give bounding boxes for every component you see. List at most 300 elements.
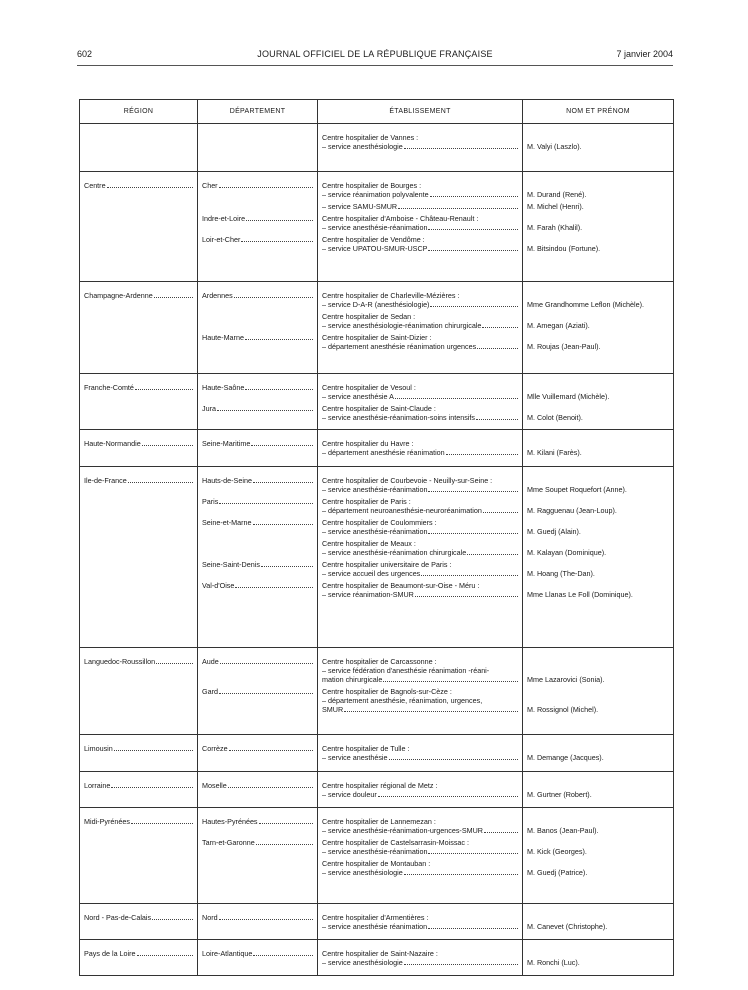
service-line [322,142,518,151]
appointee-name: M. Kick (Georges). [527,847,587,856]
region-cell [80,648,198,735]
department-entry [202,581,313,599]
establishment-entry [322,539,518,557]
table-body [80,124,674,976]
appointee-name: M. Rossignol (Michel). [527,705,599,714]
table-row [80,282,674,374]
department-text: Cher [202,181,218,190]
region-cell [80,808,198,904]
region-label [84,913,193,922]
table-row [80,808,674,904]
appointee-name: M. Durand (René). [527,190,587,199]
establishment-entry [322,518,518,536]
region-text: Ile-de-France [84,476,127,485]
appointee-entry [527,781,669,799]
department-label [202,333,313,342]
department-entry [202,235,313,253]
establishment-text: Centre hospitalier d'Armentières : [322,913,429,922]
establishment-text: – service anesthésie-réanimation [322,223,428,232]
establishment-text: Centre hospitalier de Vannes : [322,133,419,142]
appointee-entry [527,181,669,199]
service-line [322,868,518,877]
establishment-text: – service réanimation polyvalente [322,190,429,199]
region-cell [80,282,198,374]
appointee-name: M. Hoang (The-Dan). [527,569,595,578]
department-entry [202,214,313,232]
establishment-line [322,859,518,868]
name-cell [523,735,674,772]
establishment-entry [322,181,518,199]
department-label [202,181,313,190]
service-line [322,675,518,684]
establishment-cell [318,124,523,172]
appointee-name: Mme Lazarovici (Sonia). [527,675,605,684]
service-line [322,342,518,351]
service-line [322,847,518,856]
region-label [84,291,193,300]
appointee-name: M. Ronchi (Luc). [527,958,580,967]
table-row [80,648,674,735]
establishment-entry [322,781,518,799]
establishment-entry [322,202,518,211]
department-label [202,497,313,506]
department-cell [198,374,318,430]
region-text: Lorraine [84,781,111,790]
department-cell [198,735,318,772]
establishment-line [322,581,518,590]
service-line [322,590,518,599]
appointee-name: M. Guedj (Alain). [527,527,581,536]
appointee-entry [527,291,669,309]
establishment-text: Centre hospitalier de Lannemezan : [322,817,436,826]
establishment-text: – service douleur [322,790,377,799]
department-cell [198,808,318,904]
establishment-entry [322,838,518,856]
establishment-line [322,404,518,413]
department-text: Haute-Marne [202,333,244,342]
name-cell [523,904,674,940]
establishment-cell [318,467,523,648]
department-text: Nord [202,913,218,922]
table-row [80,467,674,648]
service-line [322,413,518,422]
establishment-text: – service anesthésiologie-réanimation chirurgicale [322,321,482,330]
region-text: Centre [84,181,106,190]
region-text: Franche-Comté [84,383,134,392]
department-entry [202,383,313,401]
appointee-name: M. Amegan (Aziati). [527,321,590,330]
establishment-cell [318,772,523,808]
region-text: Midi-Pyrénées [84,817,130,826]
establishment-entry [322,404,518,422]
establishment-line [322,744,518,753]
service-line [322,223,518,232]
running-header [77,49,673,63]
appointee-entry [527,859,669,877]
appointee-entry [527,404,669,422]
region-label [84,657,193,666]
department-entry [202,859,313,877]
establishment-text: – service accueil des urgences [322,569,421,578]
department-text: Tarn-et-Garonne [202,838,255,847]
region-cell [80,772,198,808]
establishment-text: Centre hospitalier de Bagnols-sur-Cèze : [322,687,452,696]
establishment-line [322,949,518,958]
service-line [322,753,518,762]
establishment-line [322,291,518,300]
establishment-entry [322,235,518,253]
appointee-name: M. Banos (Jean-Paul). [527,826,599,835]
establishment-text: Centre hospitalier de Saint-Nazaire : [322,949,438,958]
service-line [322,826,518,835]
department-text: Seine-Maritime [202,439,251,448]
establishment-cell [318,430,523,467]
department-label [202,687,313,696]
department-text: Ardennes [202,291,233,300]
service-line [322,321,518,330]
establishment-cell [318,374,523,430]
establishment-text: Centre hospitalier de Vesoul : [322,383,416,392]
department-entry [202,560,313,578]
establishment-line [322,666,518,675]
department-text: Paris [202,497,219,506]
region-label [84,383,193,392]
appointee-entry [527,518,669,536]
department-text: Indre-et-Loire [202,214,246,223]
establishment-line [322,657,518,666]
region-label [84,181,193,190]
establishment-line [322,687,518,696]
service-line [322,527,518,536]
establishment-text: Centre hospitalier de Paris : [322,497,411,506]
department-label [202,657,313,666]
department-entry [202,744,313,762]
appointee-name: M. Canevet (Christophe). [527,922,608,931]
establishment-text: Centre hospitalier de Coulommiers : [322,518,437,527]
appointee-entry [527,202,669,211]
department-entry [202,133,313,151]
journal-title: JOURNAL OFFICIEL DE LA RÉPUBLIQUE FRANÇAISE [257,49,493,59]
establishment-text: – service fédération d'anesthésie réanimation -réani- [322,666,490,675]
department-entry [202,439,313,457]
name-cell [523,282,674,374]
appointee-name: M. Guedj (Patrice). [527,868,588,877]
department-label [202,439,313,448]
appointee-name: M. Kalayan (Dominique). [527,548,607,557]
appointee-entry [527,687,669,714]
department-label [202,781,313,790]
page-number: 602 [77,49,93,59]
appointee-name: M. Michel (Henri). [527,202,584,211]
appointee-name: M. Colot (Benoit). [527,413,583,422]
appointee-entry [527,312,669,330]
establishment-line [322,181,518,190]
establishment-text: – service anesthésie-réanimation-urgences-SMUR [322,826,483,835]
appointee-entry [527,744,669,762]
header-rule [77,65,673,66]
establishment-line [322,518,518,527]
service-line [322,190,518,199]
table-row [80,430,674,467]
establishment-text: Centre hospitalier de Saint-Claude : [322,404,436,413]
region-cell [80,172,198,282]
department-text: Gard [202,687,218,696]
establishment-entry [322,817,518,835]
establishment-text: Centre hospitalier de Beaumont-sur-Oise - Méru : [322,581,480,590]
appointee-name: M. Ragguenau (Jean-Loup). [527,506,617,515]
department-entry [202,476,313,494]
establishment-entry [322,560,518,578]
department-text: Seine-et-Marne [202,518,252,527]
department-label [202,383,313,392]
department-text: Moselle [202,781,227,790]
establishment-text: – département anesthésie, réanimation, urgences, [322,696,483,705]
appointee-entry [527,560,669,578]
establishment-entry [322,312,518,330]
appointee-entry [527,383,669,401]
region-text: Nord - Pas-de-Calais [84,913,152,922]
department-label [202,817,313,826]
department-label [202,291,313,300]
department-cell [198,904,318,940]
establishment-line [322,383,518,392]
appointee-name: M. Kilani (Farès). [527,448,582,457]
appointee-entry [527,838,669,856]
establishment-text: – service réanimation-SMUR [322,590,414,599]
region-cell [80,904,198,940]
department-entry [202,181,313,199]
appointee-entry [527,235,669,253]
establishment-text: Centre hospitalier de Carcassonne : [322,657,437,666]
appointee-name: M. Demange (Jacques). [527,753,604,762]
establishment-text: – service UPATOU-SMUR-USCP [322,244,428,253]
establishment-line [322,913,518,922]
region-label [84,476,193,485]
name-cell [523,467,674,648]
establishment-entry [322,497,518,515]
department-label [202,581,313,590]
establishment-text: Centre hospitalier de Montauban : [322,859,431,868]
department-text: Seine-Saint-Denis [202,560,260,569]
department-cell [198,467,318,648]
department-label [202,838,313,847]
department-entry [202,657,313,684]
establishment-text: – service anesthésie A [322,392,394,401]
appointee-entry [527,333,669,351]
establishment-text: – département neuroanesthésie-neuroréanimation [322,506,482,515]
service-line [322,705,518,714]
department-label [202,518,313,527]
establishment-text: Centre hospitalier d'Amboise - Château-Renault : [322,214,479,223]
department-entry [202,539,313,557]
department-label [202,744,313,753]
table-row [80,735,674,772]
establishment-line [322,497,518,506]
department-label [202,404,313,413]
department-entry [202,949,313,967]
establishment-text: Centre hospitalier de Courbevoie - Neuilly-sur-Seine : [322,476,493,485]
establishment-text: – service anesthésie-réanimation chirurgicale [322,548,467,557]
establishment-entry [322,133,518,151]
department-label [202,560,313,569]
establishment-cell [318,648,523,735]
region-label [84,744,193,753]
publication-date: 7 janvier 2004 [616,49,673,59]
establishment-text: – service anesthésie [322,753,388,762]
table-row [80,374,674,430]
appointee-name: M. Valyi (Laszlo). [527,142,582,151]
establishment-entry [322,657,518,684]
establishment-text: Centre hospitalier de Sedan : [322,312,416,321]
region-text: Languedoc-Roussillon [84,657,156,666]
appointee-name: Mme Grandhomme Leflon (Michèle). [527,300,645,309]
establishment-entry [322,949,518,967]
department-cell [198,124,318,172]
establishment-text: – service anesthésiologie [322,142,403,151]
establishment-entry [322,476,518,494]
table-row [80,124,674,172]
department-entry [202,913,313,931]
establishment-text: Centre hospitalier du Havre : [322,439,414,448]
establishment-cell [318,282,523,374]
establishment-text: Centre hospitalier de Meaux : [322,539,416,548]
establishment-line [322,838,518,847]
establishment-line [322,781,518,790]
service-line [322,202,518,211]
establishment-text: Centre hospitalier de Tulle : [322,744,410,753]
department-entry [202,687,313,714]
department-entry [202,202,313,211]
region-label [84,439,193,448]
establishment-cell [318,940,523,976]
establishment-text: – service D-A-R (anesthésiologie) [322,300,430,309]
establishment-text: mation chirurgicale [322,675,383,684]
establishment-text: Centre hospitalier de Saint-Dizier : [322,333,432,342]
establishment-cell [318,735,523,772]
name-cell [523,772,674,808]
appointee-name: M. Farah (Khalil). [527,223,583,232]
establishment-text: Centre hospitalier régional de Metz : [322,781,438,790]
appointee-entry [527,657,669,684]
establishment-entry [322,333,518,351]
service-line [322,506,518,515]
establishment-entry [322,291,518,309]
establishment-line [322,539,518,548]
establishment-text: – service anesthésie-réanimation [322,527,428,536]
establishment-line [322,333,518,342]
department-entry [202,333,313,351]
region-label [84,949,193,958]
establishment-text: – service anesthésiologie [322,868,403,877]
establishment-line [322,214,518,223]
appointee-entry [527,817,669,835]
appointee-entry [527,949,669,967]
department-cell [198,648,318,735]
appointee-entry [527,476,669,494]
establishment-text: – service anesthésiologie [322,958,403,967]
appointee-name: M. Bitsindou (Fortune). [527,244,601,253]
department-cell [198,772,318,808]
region-text: Pays de la Loire [84,949,136,958]
appointee-name: Mme Llanas Le Foll (Dominique). [527,590,633,599]
department-text: Corrèze [202,744,228,753]
establishment-line [322,439,518,448]
establishment-entry [322,859,518,877]
establishment-cell [318,904,523,940]
service-line [322,244,518,253]
department-text: Jura [202,404,216,413]
appointee-entry [527,439,669,457]
establishment-cell [318,172,523,282]
department-entry [202,781,313,799]
department-cell [198,430,318,467]
department-label [202,235,313,244]
establishment-text: – service anesthésie-réanimation-soins intensifs [322,413,476,422]
region-cell [80,467,198,648]
region-cell [80,940,198,976]
name-cell [523,648,674,735]
service-line [322,392,518,401]
table-row [80,904,674,940]
department-entry [202,291,313,309]
department-cell [198,172,318,282]
establishment-text: – service anesthésie réanimation [322,922,428,931]
establishment-text: Centre hospitalier de Castelsarrasin-Moissac : [322,838,470,847]
region-cell [80,124,198,172]
region-text: Haute-Normandie [84,439,141,448]
establishment-line [322,476,518,485]
service-line [322,790,518,799]
department-entry [202,817,313,835]
table-row [80,940,674,976]
region-label [84,781,193,790]
department-label [202,949,313,958]
region-cell [80,735,198,772]
establishment-entry [322,439,518,457]
appointee-name: Mme Soupet Roquefort (Anne). [527,485,627,494]
establishment-text: – département anesthésie réanimation urgences [322,342,477,351]
service-line [322,569,518,578]
department-entry [202,312,313,330]
region-cell [80,374,198,430]
establishment-line [322,133,518,142]
name-cell [523,124,674,172]
establishment-line [322,817,518,826]
appointee-entry [527,497,669,515]
department-cell [198,940,318,976]
service-line [322,548,518,557]
establishment-line [322,560,518,569]
establishment-entry [322,383,518,401]
table-header-row [80,100,674,124]
establishment-text: – service anesthésie-réanimation [322,847,428,856]
name-cell [523,374,674,430]
establishment-text: Centre hospitalier de Charleville-Mézières : [322,291,460,300]
service-line [322,485,518,494]
region-text: Limousin [84,744,113,753]
department-entry [202,497,313,515]
department-text: Loire-Atlantique [202,949,253,958]
establishment-line [322,235,518,244]
establishment-cell [318,808,523,904]
department-entry [202,838,313,856]
department-text: Val-d'Oise [202,581,235,590]
establishment-entry [322,581,518,599]
appointee-name: Mlle Vuillemard (Michèle). [527,392,610,401]
appointee-name: M. Gurtner (Robert). [527,790,592,799]
table-row [80,772,674,808]
service-line [322,448,518,457]
